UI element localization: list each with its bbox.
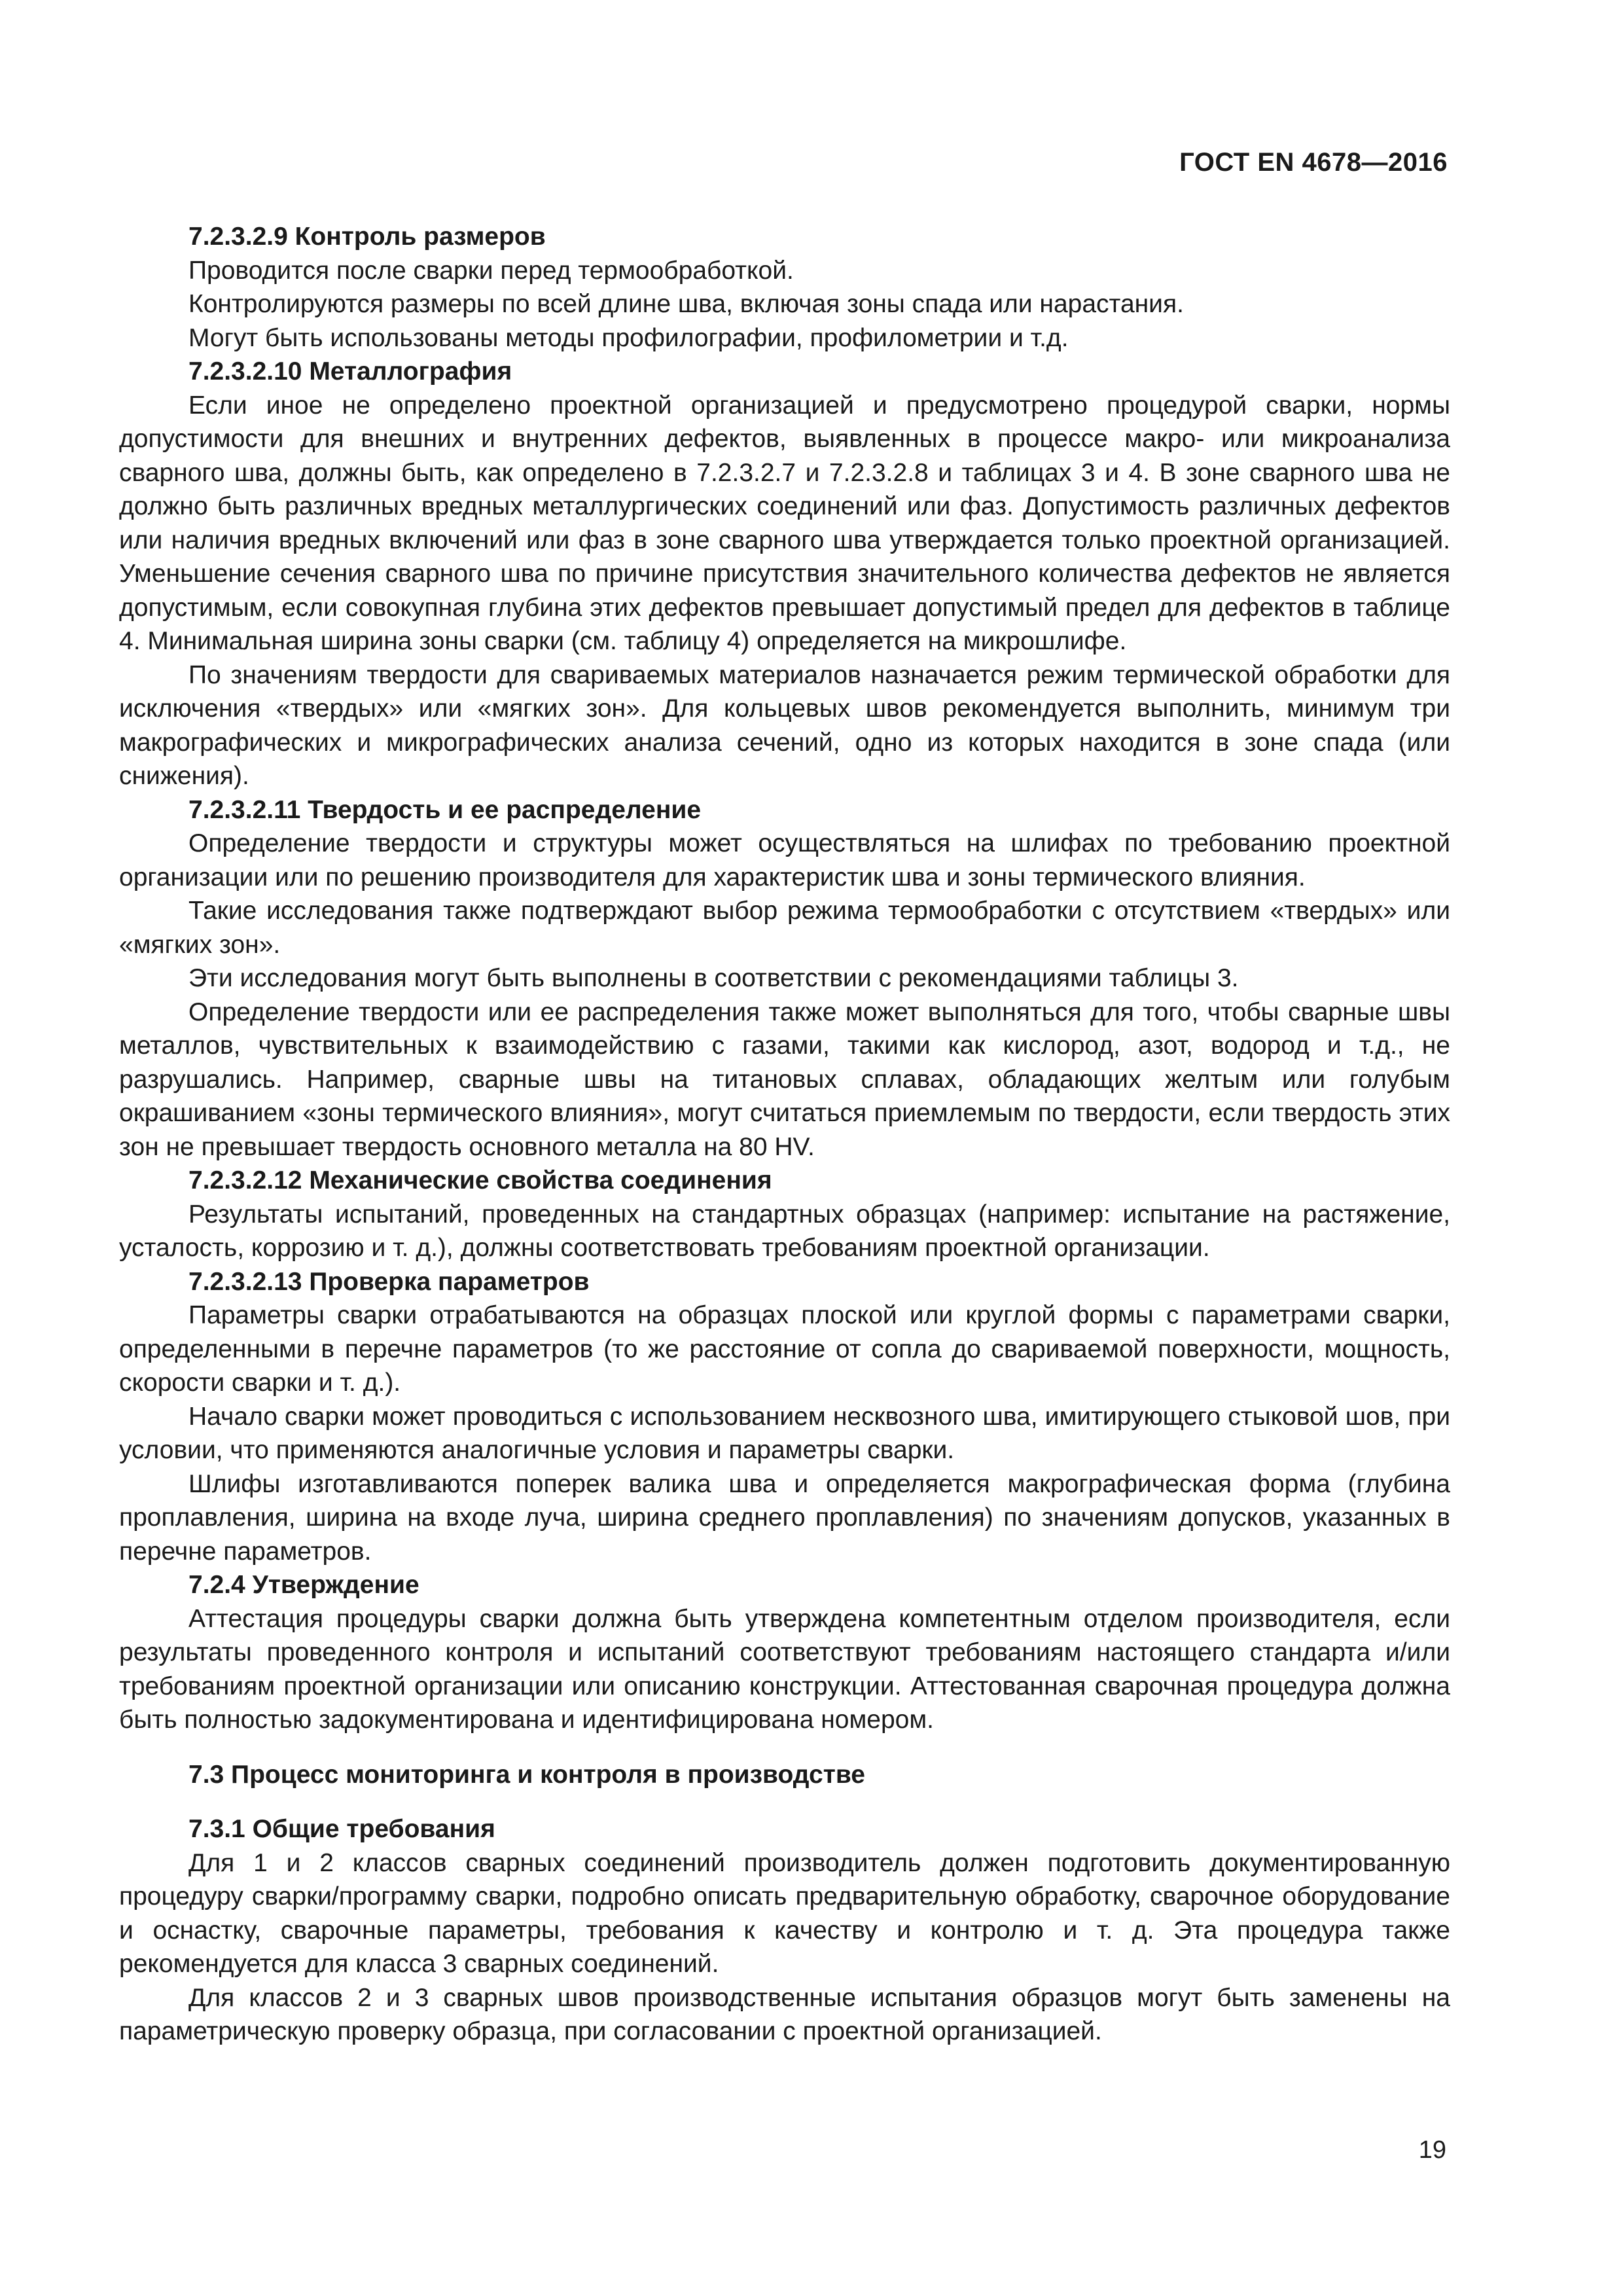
page-number: 19 <box>1418 2136 1446 2164</box>
paragraph: Начало сварки может проводиться с использованием несквозного шва, имитирующего стыковой шов, при условии, что применяются аналогичные условия и параметры сварки. <box>119 1402 1450 1464</box>
paragraph: Определение твердости и структуры может осуществляться на шлифах по требованию проектной организации или по решению производителя для характеристик шва и зоны термического влияния. <box>119 829 1450 891</box>
paragraph: Параметры сварки отрабатываются на образцах плоской или круглой формы с параметрами сварки, определенными в перечне параметров (то же расстояние от сопла до свариваемой поверхности, мощность, скорости сварки и т. д.). <box>119 1301 1450 1397</box>
heading-7-2-3-2-10: 7.2.3.2.10 Металлография <box>188 357 512 386</box>
heading-7-2-3-2-13: 7.2.3.2.13 Проверка параметров <box>188 1267 590 1296</box>
heading-7-2-4: 7.2.4 Утверждение <box>188 1571 419 1599</box>
paragraph: Определение твердости или ее распределения также может выполняться для того, чтобы сварные швы металлов, чувствительных к взаимодействию с газами, такими как кислород, азот, водород и т.д., не разрушались. Например, сварные швы на титановых сплавах, обладающих желтым или голубым окрашиванием «зоны термического влияния», могут считаться приемлемым по твердости, если твердость этих зон не превышает твердость основного металла на 80 HV. <box>119 997 1450 1161</box>
paragraph: Эти исследования могут быть выполнены в соответствии с рекомендациями таблицы 3. <box>188 964 1239 992</box>
heading-7-2-3-2-11: 7.2.3.2.11 Твердость и ее распределение <box>188 795 702 824</box>
paragraph: Аттестация процедуры сварки должна быть утверждена компетентным отделом производителя, если результаты проведенного контроля и испытаний соответствуют требованиям настоящего стандарта и/или требованиям проектной организации или описанию конструкции. Аттестованная сварочная процедура должна быть полностью задокументирована и идентифицирована номером. <box>119 1604 1450 1734</box>
paragraph: Проводится после сварки перед термообработкой. <box>188 256 794 285</box>
paragraph: Если иное не определено проектной организацией и предусмотрено процедурой сварки, нормы допустимости для внешних и внутренних дефектов, выявленных в процессе макро- или микроанализа сварного шва, должны быть, как определено в 7.2.3.2.7 и 7.2.3.2.8 и таблицах 3 и 4. В зоне сварного шва не должно быть различных вредных металлургических соединений или фаз. Допустимость различных дефектов или наличия вредных включений или фаз в зоне сварного шва утверждается только проектной организацией. Уменьшение сечения сварного шва по причине присутствия значительного количества дефектов не является допустимым, если совокупная глубина этих дефектов превышает допустимый предел для дефектов в таблице 4. Минимальная ширина зоны сварки (см. таблицу 4) определяется на микрошлифе. <box>119 391 1450 655</box>
heading-7-3: 7.3 Процесс мониторинга и контроля в производстве <box>188 1760 865 1789</box>
paragraph: Такие исследования также подтверждают выбор режима термообработки с отсутствием «твердых» или «мягких зон». <box>119 897 1450 959</box>
heading-7-3-1: 7.3.1 Общие требования <box>188 1815 495 1843</box>
paragraph: Результаты испытаний, проведенных на стандартных образцах (например: испытание на растяжение, усталость, коррозию и т. д.), должны соответствовать требованиям проектной организации. <box>119 1200 1450 1262</box>
document-id-header: ГОСТ EN 4678—2016 <box>1179 148 1448 177</box>
paragraph: Для классов 2 и 3 сварных швов производственные испытания образцов могут быть заменены на параметрическую проверку образца, при согласовании с проектной организацией. <box>119 1983 1450 2045</box>
heading-7-2-3-2-12: 7.2.3.2.12 Механические свойства соединения <box>188 1166 772 1194</box>
paragraph: Шлифы изготавливаются поперек валика шва и определяется макрографическая форма (глубина проплавления, ширина на входе луча, ширина среднего проплавления) по значениям допусков, указанных в перечне параметров. <box>119 1469 1450 1566</box>
paragraph: По значениям твердости для свариваемых материалов назначается режим термической обработки для исключения «твердых» или «мягких зон». Для кольцевых швов рекомендуется выполнить, минимум три макрографических и микрографических анализа сечений, одно из которых находится в зоне спада (или снижения). <box>119 660 1450 790</box>
paragraph: Контролируются размеры по всей длине шва, включая зоны спада или нарастания. <box>188 290 1184 318</box>
document-body <box>119 220 1450 2049</box>
paragraph: Для 1 и 2 классов сварных соединений производитель должен подготовить документированную процедуру сварки/программу сварки, подробно описать предварительную обработку, сварочное оборудование и оснастку, сварочные параметры, требования к качеству и контролю и т. д. Эта процедура также рекомендуется для класса 3 сварных соединений. <box>119 1848 1450 1978</box>
paragraph: Могут быть использованы методы профилографии, профилометрии и т.д. <box>188 323 1069 352</box>
heading-7-2-3-2-9: 7.2.3.2.9 Контроль размеров <box>188 223 546 251</box>
